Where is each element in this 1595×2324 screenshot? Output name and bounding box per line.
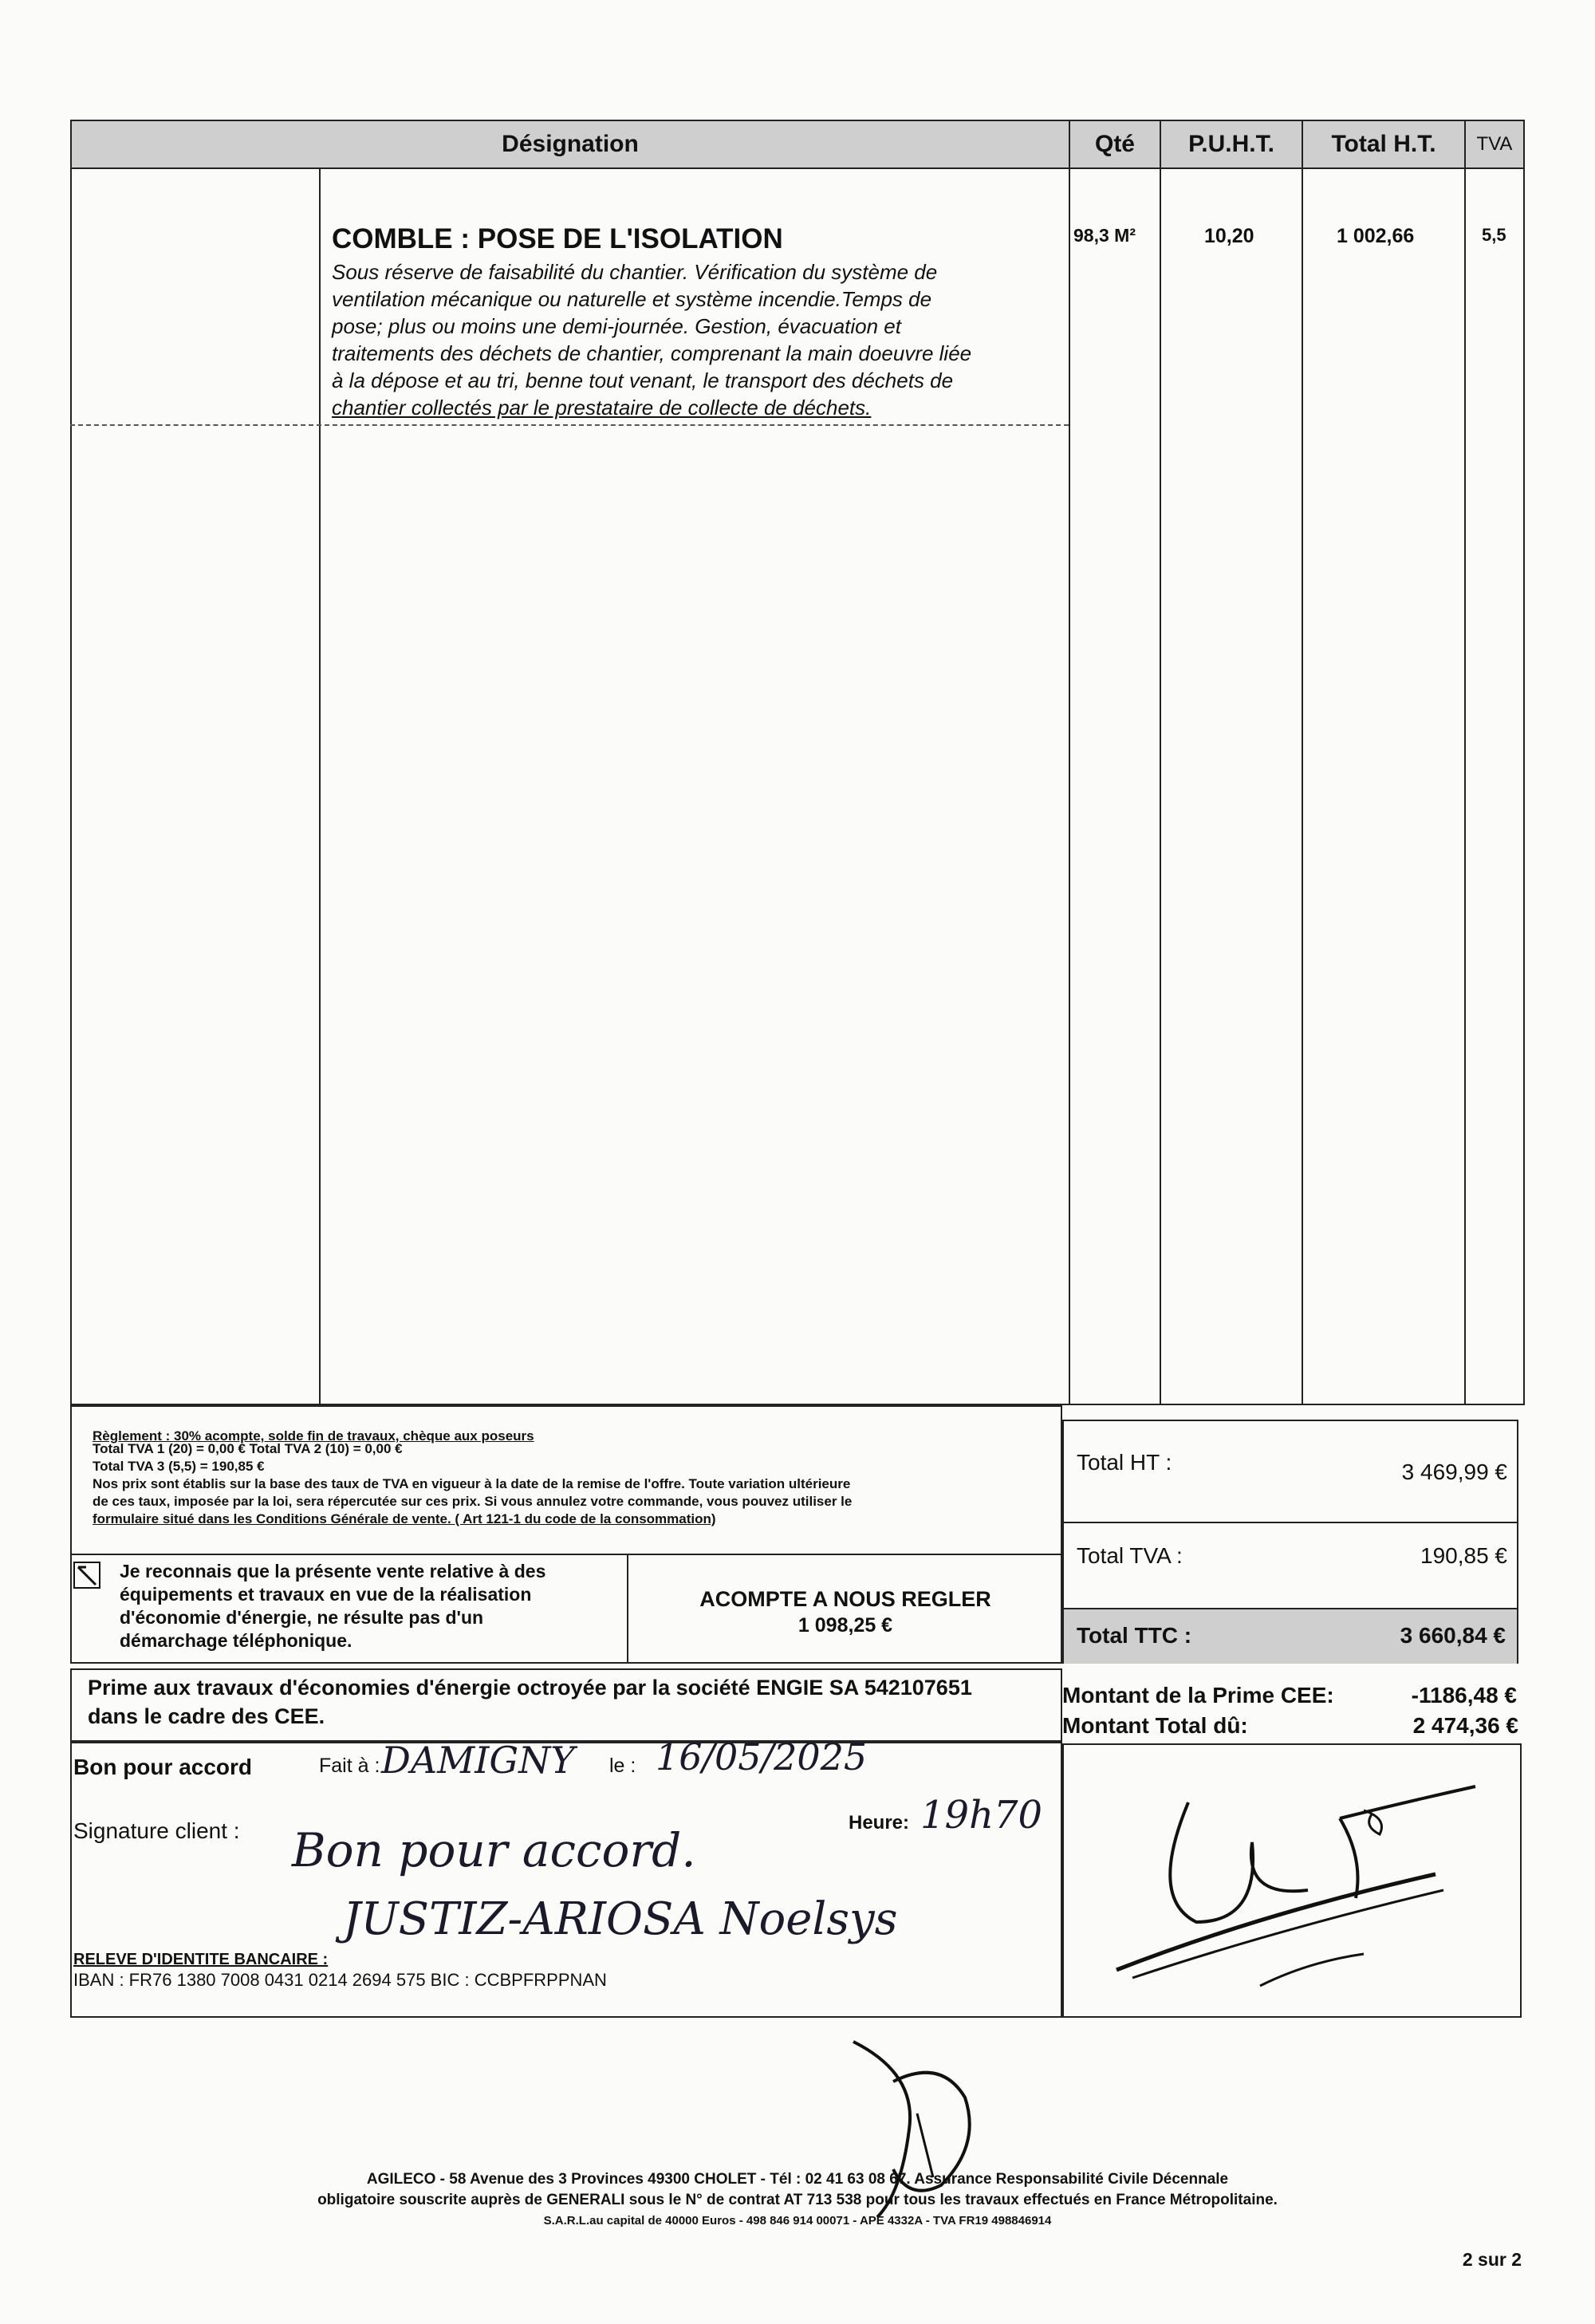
total-ttc-value: 3 660,84 €	[1400, 1623, 1506, 1648]
item-qty: 98,3 M²	[1073, 225, 1136, 246]
header-divider	[70, 167, 1525, 169]
terms-line: Règlement : 30% acompte, solde fin de travaux, chèque aux poseurs	[93, 1428, 534, 1444]
acknowledgement-line: Je reconnais que la présente vente relative à des	[120, 1561, 546, 1582]
col-line-3	[1160, 120, 1161, 1405]
item-description-line: ventilation mécanique ou naturelle et système incendie.Temps de	[332, 287, 932, 311]
header-total-ht: Total H.T.	[1303, 121, 1464, 167]
item-title: COMBLE : POSE DE L'ISOLATION	[332, 223, 783, 254]
deposit-amount: 1 098,25 €	[798, 1614, 893, 1637]
bank-iban-line: IBAN : FR76 1380 7008 0431 0214 2694 575 BIC : CCBPFRPPNAN	[73, 1970, 607, 1990]
terms-line: formulaire situé dans les Conditions Générale de vente. ( Art 121-1 du code de la consommation)	[93, 1511, 716, 1526]
total-ht-value: 3 469,99 €	[1401, 1459, 1507, 1484]
acknowledgement-line: démarchage téléphonique.	[120, 1630, 352, 1651]
fait-a-value: DAMIGNY	[381, 1739, 575, 1782]
item-description-line: chantier collectés par le prestataire de collecte de déchets.	[332, 396, 872, 420]
item-total-ht: 1 002,66	[1337, 225, 1415, 247]
item-row-divider	[70, 424, 1069, 426]
ack-divider	[627, 1554, 628, 1664]
col-line-1	[319, 167, 321, 1405]
acknowledgement-line: équipements et travaux en vue de la réalisation	[120, 1584, 532, 1605]
date-label: le :	[609, 1755, 636, 1777]
prime-line: Prime aux travaux d'économies d'énergie octroyée par la société ENGIE SA 542107651	[88, 1676, 972, 1700]
client-signature-label: Signature client :	[73, 1818, 240, 1843]
total-ttc-label: Total TTC :	[1077, 1623, 1192, 1648]
col-line-5	[1464, 120, 1466, 1405]
terms-line: Nos prix sont établis sur la base des taux de TVA en vigueur à la date de la remise de l'offre. Toute variation ultérieure	[93, 1476, 851, 1491]
cee-value: -1186,48 €	[1411, 1683, 1517, 1708]
footer-line-2: obligatoire souscrite auprès de GENERALI sous le N° de contrat AT 713 538 pour tous les travaux effectués en France Métropolitaine.	[317, 2192, 1278, 2208]
terms-line: Total TVA 3 (5,5) = 190,85 €	[93, 1459, 265, 1474]
total-ht-label: Total HT :	[1077, 1450, 1172, 1475]
bank-title: RELEVE D'IDENTITE BANCAIRE :	[73, 1951, 329, 1968]
fait-a-label: Fait à :	[319, 1755, 380, 1777]
item-description-line: traitements des déchets de chantier, comprenant la main doeuvre liée	[332, 341, 972, 365]
check-icon	[75, 1563, 99, 1587]
total-tva-value: 190,85 €	[1420, 1543, 1507, 1568]
item-unit-price: 10,20	[1204, 225, 1254, 247]
date-value: 16/05/2025	[656, 1735, 868, 1778]
client-handwriting-accord: Bon pour accord.	[292, 1823, 696, 1877]
header-unit-price: P.U.H.T.	[1161, 121, 1302, 167]
col-line-4	[1302, 120, 1303, 1405]
totals-divider-1	[1062, 1522, 1518, 1523]
total-tva-label: Total TVA :	[1077, 1543, 1183, 1568]
item-description-line: à la dépose et au tri, benne tout venant, le transport des déchets de	[332, 368, 954, 392]
terms-line: Total TVA 1 (20) = 0,00 € Total TVA 2 (10) = 0,00 €	[93, 1441, 403, 1456]
header-tva: TVA	[1466, 121, 1523, 167]
prime-line: dans le cadre des CEE.	[88, 1704, 325, 1728]
bon-pour-accord-label: Bon pour accord	[73, 1755, 253, 1779]
item-description	[332, 258, 1065, 421]
heure-label: Heure:	[849, 1812, 910, 1834]
terms-text	[93, 1428, 1057, 1528]
client-handwriting-name: JUSTIZ-ARIOSA Noelsys	[343, 1893, 898, 1945]
deposit-label: ACOMPTE A NOUS REGLER	[699, 1587, 991, 1611]
col-line-2	[1069, 120, 1070, 1405]
technician-signature-scribble	[1101, 1771, 1499, 1994]
total-due-value: 2 474,36 €	[1412, 1713, 1518, 1738]
acknowledgement-checkbox[interactable]	[73, 1562, 100, 1589]
heure-value: 19h70	[920, 1793, 1043, 1838]
item-description-line: Sous réserve de faisabilité du chantier. Vérification du système de	[332, 260, 938, 284]
acknowledgement-text	[120, 1560, 545, 1652]
item-description-line: pose; plus ou moins une demi-journée. Gestion, évacuation et	[332, 314, 901, 338]
item-tva: 5,5	[1482, 225, 1506, 245]
prime-text	[88, 1673, 972, 1731]
acknowledgement-line: d'économie d'énergie, ne résulte pas d'un	[120, 1607, 484, 1628]
header-qty: Qté	[1070, 121, 1160, 167]
footer-line-1: AGILECO - 58 Avenue des 3 Provinces 49300 CHOLET - Tél : 02 41 63 08 67. Assurance Responsabilité Civile Décennale	[366, 2171, 1229, 2188]
footer-line-3: S.A.R.L.au capital de 40000 Euros - 498 846 914 00071 - APE 4332A - TVA FR19 498846914	[543, 2214, 1052, 2227]
cee-label: Montant de la Prime CEE:	[1062, 1683, 1334, 1708]
page-number: 2 sur 2	[1462, 2249, 1522, 2270]
header-designation: Désignation	[72, 121, 1069, 167]
total-due-label: Montant Total dû:	[1062, 1713, 1248, 1738]
terms-line: de ces taux, imposée par la loi, sera répercutée sur ces prix. Si vous annulez votre commande, vous pouvez utiliser le	[93, 1494, 853, 1509]
